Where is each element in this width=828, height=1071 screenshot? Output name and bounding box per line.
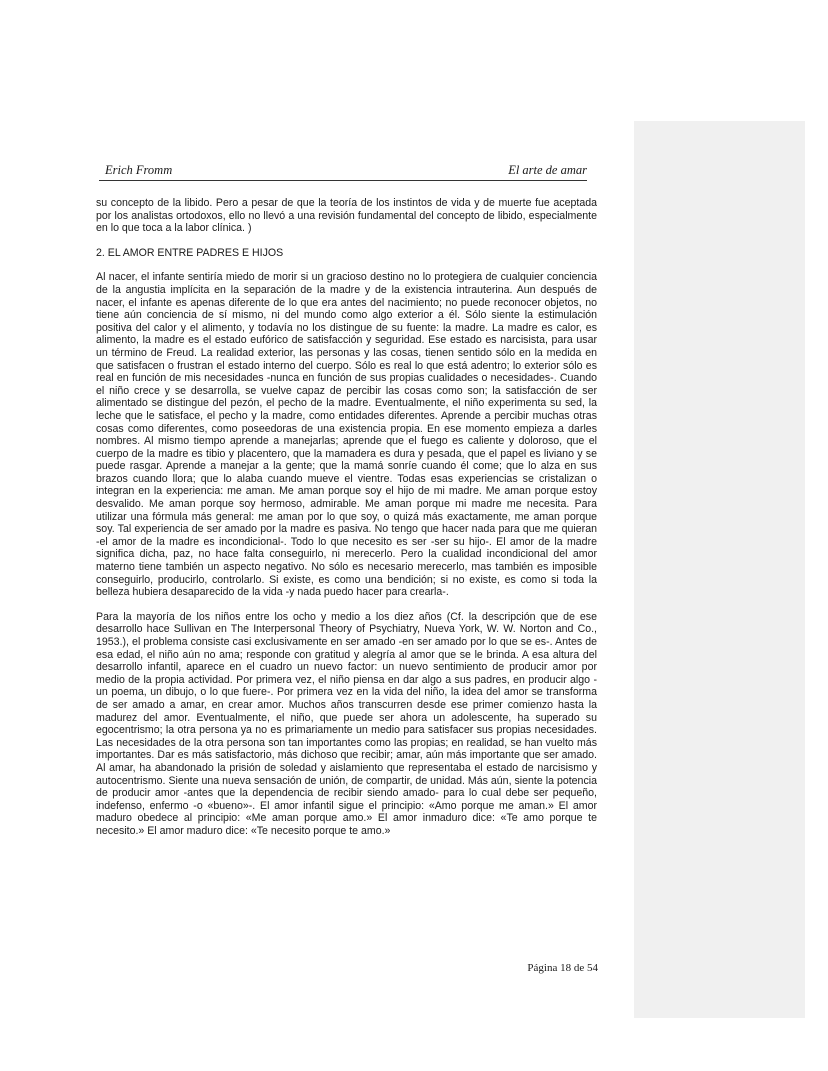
document-body <box>96 197 597 850</box>
header-author: Erich Fromm <box>105 163 173 177</box>
comment-margin-panel <box>634 121 805 1018</box>
page-number: Página 18 de 54 <box>527 962 598 974</box>
page-header <box>99 162 587 181</box>
paragraph: Al nacer, el infante sentiría miedo de morir si un gracioso destino no lo protegiera de cualquier conciencia de la angustia implícita en la separación de la madre y de la existencia intrauterina. Aun después de nacer, el infante es apenas diferente de lo que era antes del nacimiento; no puede reconocer objetos, no tiene aún conciencia de sí mismo, ni del mundo como algo exterior a él. Sólo siente la estimulación positiva del calor y el alimento, y todavía no los distingue de su fuente: la madre. La madre es calor, es alimento, la madre es el estado eufórico de satisfacción y seguridad. Ese estado es narcisista, para usar un término de Freud. La realidad exterior, las personas y las cosas, tienen sentido sólo en la medida en que satisfacen o frustran el estado interno del cuerpo. Sólo es real lo que está adentro; lo exterior sólo es real en función de mis necesidades -nunca en función de sus propias cualidades o necesidades-. Cuando el niño crece y se desarrolla, se vuelve capaz de percibir las cosas como son; la satisfacción de ser alimentado se distingue del pezón, el pecho de la madre. Eventualmente, el niño experimenta su sed, la leche que le satisface, el pecho y la madre, como entidades diferentes. Aprende a percibir muchas otras cosas como diferentes, como poseedoras de una existencia propia. En ese momento empieza a darles nombres. Al mismo tiempo aprende a manejarlas; aprende que el fuego es caliente y doloroso, que el cuerpo de la madre es tibio y placentero, que la mamadera es dura y pesada, que el papel es liviano y se puede rasgar. Aprende a manejar a la gente; que la mamá sonríe cuando él come; que lo alza en sus brazos cuando llora; que lo alaba cuando mueve el vientre. Todas esas experiencias se cristalizan o integran en la experiencia: me aman. Me aman porque soy el hijo de mi madre. Me aman porque estoy desvalido. Me aman porque soy hermoso, admirable. Me aman porque mi madre me necesita. Para utilizar una fórmula más general: me aman por lo que soy, o quizá más exactamente, me aman porque soy. Tal experiencia de ser amado por la madre es pasiva. No tengo que hacer nada para que me quieran -el amor de la madre es incondicional-. Todo lo que necesito es ser -ser su hijo-. El amor de la madre significa dicha, paz, no hace falta conseguirlo, ni merecerlo. Pero la cualidad incondicional del amor materno tiene también un aspecto negativo. No sólo es necesario merecerlo, mas también es imposible conseguirlo, producirlo, controlarlo. Si existe, es como una bendición; si no existe, es como si toda la belleza hubiera desaparecido de la vida -y nada puedo hacer para crearla-. <box>96 271 597 599</box>
section-heading: 2. EL AMOR ENTRE PADRES E HIJOS <box>96 246 284 259</box>
paragraph: Para la mayoría de los niños entre los ocho y medio a los diez años (Cf. la descripción que de ese desarrollo hace Sullivan en The Interpersonal Theory of Psychiatry, Nueva York, W. W. Norton and Co., 1953.), el problema consiste casi exclusivamente en ser amado -en ser amado por lo que se es-. Antes de esa edad, el niño aún no ama; responde con gratitud y alegría al amor que se le brinda. A esa altura del desarrollo infantil, aparece en el cuadro un nuevo factor: un nuevo sentimiento de producir amor por medio de la propia actividad. Por primera vez, el niño piensa en dar algo a sus padres, en producir algo -un poema, un dibujo, o lo que fuere-. Por primera vez en la vida del niño, la idea del amor se transforma de ser amado a amar, en crear amor. Muchos años transcurren desde ese primer comienzo hasta la madurez del amor. Eventualmente, el niño, que puede ser ahora un adolescente, ha superado su egocentrismo; la otra persona ya no es primariamente un medio para satisfacer sus propias necesidades. Las necesidades de la otra persona son tan importantes como las propias; en realidad, se han vuelto más importantes. Dar es más satisfactorio, más dichoso que recibir; amar, aún más importante que ser amado. Al amar, ha abandonado la prisión de soledad y aislamiento que representaba el estado de narcisismo y autocentrismo. Siente una nueva sensación de unión, de compartir, de unidad. Más aún, siente la potencia de producir amor -antes que la dependencia de recibir siendo amado- para lo cual debe ser pequeño, indefenso, enfermo -o «bueno»-. El amor infantil sigue el principio: «Amo porque me aman.» El amor maduro obedece al principio: «Me aman porque amo.» El amor inmaduro dice: «Te amo porque te necesito.» El amor maduro dice: «Te necesito porque te amo.» <box>96 610 597 837</box>
header-book-title: El arte de amar <box>508 163 587 177</box>
lead-paragraph: su concepto de la libido. Pero a pesar de que la teoría de los instintos de vida y de muerte fue aceptada por los analistas ortodoxos, ello no llevó a una revisión fundamental del concepto de libido, especialmente en lo que toca a la labor clínica. ) <box>96 197 597 235</box>
